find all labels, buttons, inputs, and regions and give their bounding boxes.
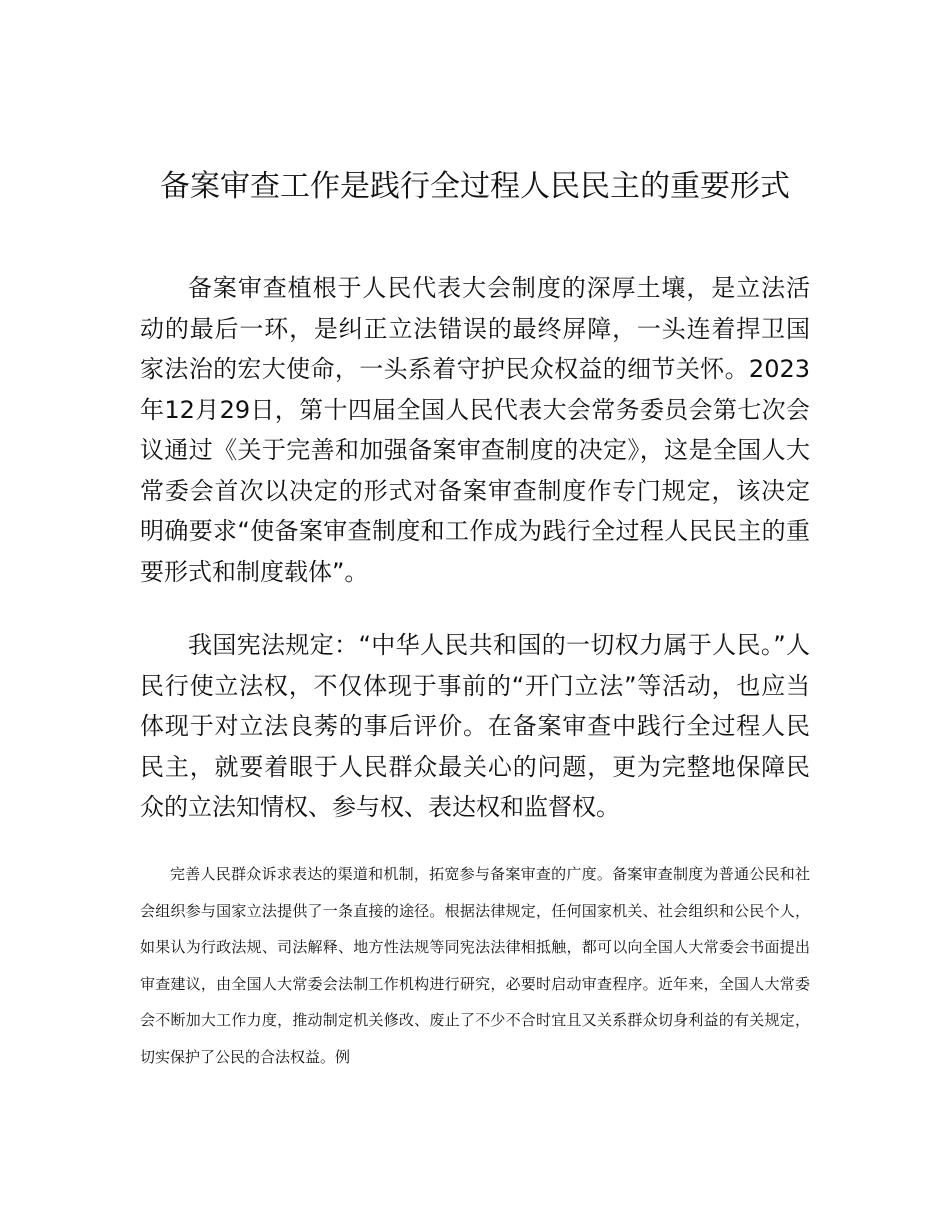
paragraph-intro: 备案审查植根于人民代表大会制度的深厚土壤，是立法活动的最后一环，是纠正立法错误的最终屏障，一头连着捍卫国家法治的宏大使命，一头系着守护民众权益的细节关怀。2023年12月29日，第十四届全国人民代表大会常务委员会第七次会议通过《关于完善和加强备案审查制度的决定》，这是全国人大常委会首次以决定的形式对备案审查制度作专门规定，该决定明确要求“使备案审查制度和工作成为践行全过程人民民主的重要形式和制度载体”。 (140, 274, 810, 586)
document-title: 备案审查工作是践行全过程人民民主的重要形式 (160, 169, 790, 204)
paragraph-channels: 完善人民群众诉求表达的渠道和机制，拓宽参与备案审查的广度。备案审查制度为普通公民和社会组织参与国家立法提供了一条直接的途径。根据法律规定，任何国家机关、社会组织和公民个人，如果认为行政法规、司法解释、地方性法规等同宪法法律相抵触，都可以向全国人大常委会书面提出审查建议，由全国人大常委会法制工作机构进行研究，必要时启动审查程序。近年来，全国人大常委会不断加大工作力度，推动制定机关修改、废止了不少不合时宜且又关系群众切身利益的有关规定，切实保护了公民的合法权益。例 (140, 865, 810, 1066)
paragraph-constitution: 我国宪法规定：“中华人民共和国的一切权力属于人民。”人民行使立法权，不仅体现于事前的“开门立法”等活动，也应当体现于对立法良莠的事后评价。在备案审查中践行全过程人民民主，就要着眼于人民群众最关心的问题，更为完整地保障民众的立法知情权、参与权、表达权和监督权。 (140, 631, 810, 821)
